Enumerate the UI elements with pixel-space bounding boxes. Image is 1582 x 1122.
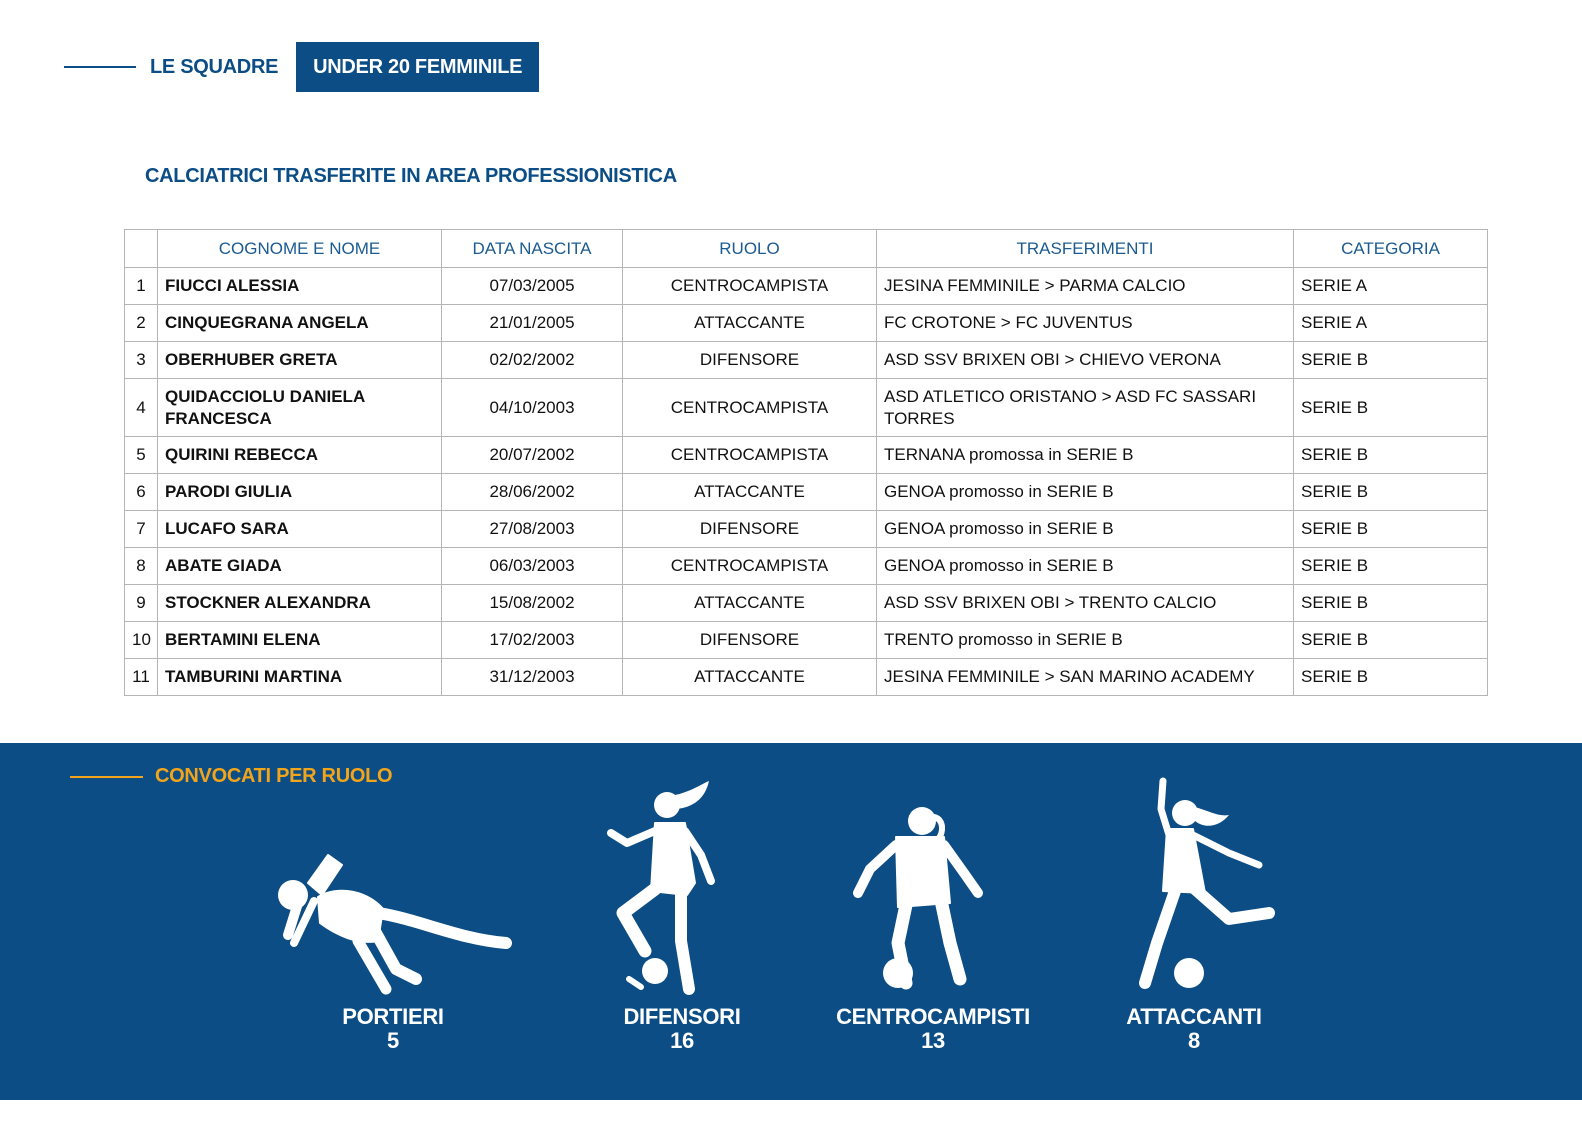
cell-name: PARODI GIULIA xyxy=(158,474,442,511)
table-row xyxy=(125,437,1488,474)
cell-category: SERIE A xyxy=(1294,305,1488,342)
table-row xyxy=(125,474,1488,511)
cell-birth: 27/08/2003 xyxy=(442,511,623,548)
cell-role: DIFENSORE xyxy=(623,622,877,659)
defender-ball-control-icon xyxy=(547,773,817,1003)
cell-category: SERIE B xyxy=(1294,342,1488,379)
team-badge: UNDER 20 FEMMINILE xyxy=(296,42,539,92)
cell-transfer: TRENTO promosso in SERIE B xyxy=(877,622,1294,659)
table-row xyxy=(125,379,1488,437)
table-row xyxy=(125,548,1488,585)
cell-name: TAMBURINI MARTINA xyxy=(158,659,442,696)
cell-name: QUIDACCIOLU DANIELA FRANCESCA xyxy=(158,379,442,437)
cell-transfer: GENOA promosso in SERIE B xyxy=(877,474,1294,511)
cell-number: 4 xyxy=(125,379,158,437)
cell-number: 3 xyxy=(125,342,158,379)
table-title: CALCIATRICI TRASFERITE IN AREA PROFESSIONISTICA xyxy=(145,165,677,187)
cell-transfer: TERNANA promossa in SERIE B xyxy=(877,437,1294,474)
cell-role: CENTROCAMPISTA xyxy=(623,268,877,305)
role-count: 5 xyxy=(387,1028,399,1053)
cell-number: 8 xyxy=(125,548,158,585)
header-divider-line xyxy=(64,66,136,68)
cell-name: ABATE GIADA xyxy=(158,548,442,585)
cell-role: CENTROCAMPISTA xyxy=(623,437,877,474)
table-row xyxy=(125,268,1488,305)
cell-name: CINQUEGRANA ANGELA xyxy=(158,305,442,342)
cell-category: SERIE B xyxy=(1294,437,1488,474)
cell-name: QUIRINI REBECCA xyxy=(158,437,442,474)
role-strikers xyxy=(1059,743,1329,1100)
role-goalkeepers xyxy=(258,743,528,1100)
cell-category: SERIE B xyxy=(1294,585,1488,622)
cell-number: 5 xyxy=(125,437,158,474)
table-header-row xyxy=(125,230,1488,268)
cell-role: CENTROCAMPISTA xyxy=(623,548,877,585)
cell-transfer: JESINA FEMMINILE > PARMA CALCIO xyxy=(877,268,1294,305)
cell-birth: 17/02/2003 xyxy=(442,622,623,659)
cell-birth: 31/12/2003 xyxy=(442,659,623,696)
cell-number: 11 xyxy=(125,659,158,696)
cell-name: OBERHUBER GRETA xyxy=(158,342,442,379)
table-row xyxy=(125,342,1488,379)
col-header-number xyxy=(125,230,158,268)
cell-transfer: FC CROTONE > FC JUVENTUS xyxy=(877,305,1294,342)
cell-name: BERTAMINI ELENA xyxy=(158,622,442,659)
roles-title: CONVOCATI PER RUOLO xyxy=(155,765,393,787)
cell-birth: 21/01/2005 xyxy=(442,305,623,342)
cell-role: DIFENSORE xyxy=(623,511,877,548)
role-label: PORTIERI xyxy=(342,1004,444,1029)
cell-role: ATTACCANTE xyxy=(623,474,877,511)
cell-role: ATTACCANTE xyxy=(623,305,877,342)
cell-birth: 28/06/2002 xyxy=(442,474,623,511)
cell-transfer: GENOA promosso in SERIE B xyxy=(877,511,1294,548)
role-defenders xyxy=(547,743,817,1100)
striker-kicking-icon xyxy=(1059,773,1329,1003)
cell-role: ATTACCANTE xyxy=(623,659,877,696)
cell-category: SERIE B xyxy=(1294,474,1488,511)
cell-role: DIFENSORE xyxy=(623,342,877,379)
cell-birth: 06/03/2003 xyxy=(442,548,623,585)
role-midfielders xyxy=(798,743,1068,1100)
cell-birth: 07/03/2005 xyxy=(442,268,623,305)
table-row xyxy=(125,622,1488,659)
cell-birth: 04/10/2003 xyxy=(442,379,623,437)
cell-category: SERIE B xyxy=(1294,548,1488,585)
cell-category: SERIE B xyxy=(1294,511,1488,548)
transfers-table xyxy=(124,229,1488,696)
role-count: 8 xyxy=(1188,1028,1200,1053)
cell-transfer: JESINA FEMMINILE > SAN MARINO ACADEMY xyxy=(877,659,1294,696)
roles-panel xyxy=(0,743,1582,1100)
col-header-name: COGNOME E NOME xyxy=(158,230,442,268)
cell-transfer: ASD ATLETICO ORISTANO > ASD FC SASSARI TORRES xyxy=(877,379,1294,437)
cell-transfer: ASD SSV BRIXEN OBI > TRENTO CALCIO xyxy=(877,585,1294,622)
section-label: LE SQUADRE xyxy=(150,55,279,78)
table-row xyxy=(125,659,1488,696)
cell-birth: 02/02/2002 xyxy=(442,342,623,379)
cell-category: SERIE B xyxy=(1294,659,1488,696)
cell-number: 7 xyxy=(125,511,158,548)
roles-divider-line xyxy=(70,776,143,778)
cell-category: SERIE B xyxy=(1294,379,1488,437)
cell-transfer: GENOA promosso in SERIE B xyxy=(877,548,1294,585)
cell-role: ATTACCANTE xyxy=(623,585,877,622)
col-header-category: CATEGORIA xyxy=(1294,230,1488,268)
goalkeeper-diving-icon xyxy=(258,773,528,1003)
col-header-role: RUOLO xyxy=(623,230,877,268)
cell-number: 6 xyxy=(125,474,158,511)
cell-name: STOCKNER ALEXANDRA xyxy=(158,585,442,622)
cell-category: SERIE B xyxy=(1294,622,1488,659)
table-row xyxy=(125,511,1488,548)
role-count: 13 xyxy=(921,1028,945,1053)
cell-category: SERIE A xyxy=(1294,268,1488,305)
role-label: ATTACCANTI xyxy=(1126,1004,1262,1029)
cell-name: LUCAFO SARA xyxy=(158,511,442,548)
col-header-birth: DATA NASCITA xyxy=(442,230,623,268)
role-label: DIFENSORI xyxy=(623,1004,741,1029)
cell-role: CENTROCAMPISTA xyxy=(623,379,877,437)
page-header xyxy=(64,42,539,92)
role-label: CENTROCAMPISTI xyxy=(836,1004,1030,1029)
table-row xyxy=(125,305,1488,342)
cell-number: 1 xyxy=(125,268,158,305)
cell-name: FIUCCI ALESSIA xyxy=(158,268,442,305)
role-count: 16 xyxy=(670,1028,694,1053)
cell-birth: 20/07/2002 xyxy=(442,437,623,474)
col-header-transfer: TRASFERIMENTI xyxy=(877,230,1294,268)
cell-number: 9 xyxy=(125,585,158,622)
midfielder-dribbling-icon xyxy=(798,773,1068,1003)
cell-birth: 15/08/2002 xyxy=(442,585,623,622)
cell-number: 10 xyxy=(125,622,158,659)
table-row xyxy=(125,585,1488,622)
cell-number: 2 xyxy=(125,305,158,342)
cell-transfer: ASD SSV BRIXEN OBI > CHIEVO VERONA xyxy=(877,342,1294,379)
